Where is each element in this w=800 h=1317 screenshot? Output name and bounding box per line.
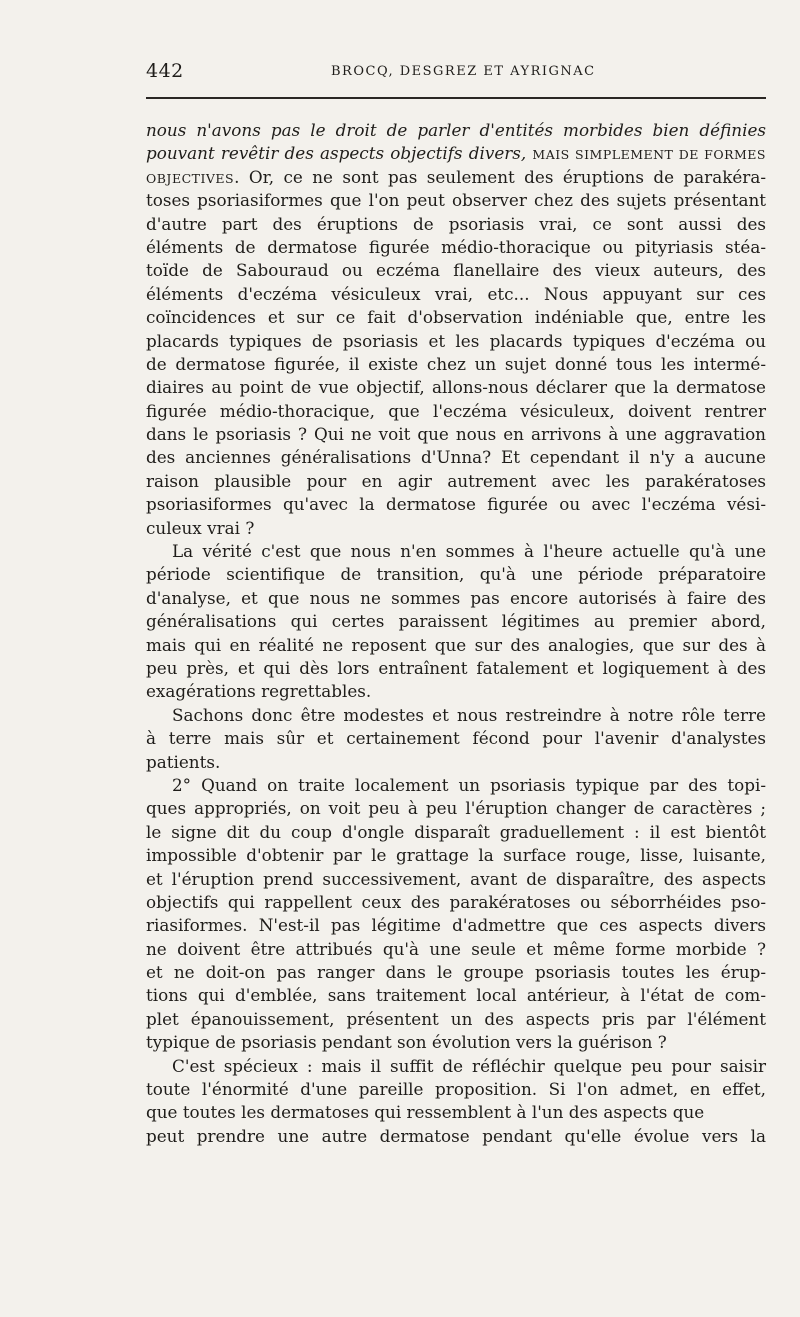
text-segment: OBJECTIVES [146,170,235,186]
text-line [146,470,766,493]
text-segment: patients. [146,751,221,772]
text-line [146,587,766,610]
text-line [146,774,766,797]
text-segment: objectifs qui rappellent ceux des parakératoses ou séborrhéides pso- [146,891,766,912]
text-segment: psoriasiformes qu'avec la dermatose figurée ou avec l'eczéma vési- [146,494,766,515]
text-segment: C'est spécieux : mais il suffit de réfléchir quelque peu pour saisir [172,1055,766,1076]
text-line [146,283,766,306]
text-line [146,119,766,142]
text-line [146,236,766,259]
page-number: 442 [146,60,184,82]
text-line [146,400,766,423]
text-segment: et ne doit-on pas ranger dans le groupe psoriasis toutes les érup- [146,962,766,983]
text-segment: typique de psoriasis pendant son évolution vers la guérison ? [146,1032,667,1053]
header-rule [146,97,766,99]
text-line [146,844,766,867]
text-line [146,1125,766,1148]
text-segment: dans le psoriasis ? Qui ne voit que nous en arrivons à une aggravation [146,424,766,445]
text-line [146,353,766,376]
text-segment: coïncidences et sur ce fait d'observation indéniable que, entre les [146,307,766,328]
text-line [146,634,766,657]
text-line [146,142,766,165]
header-authors: BROCQ, DESGREZ ET AYRIGNAC [331,64,596,79]
text-segment: période scientifique de transition, qu'à une période préparatoire [146,564,766,585]
text-line [146,727,766,750]
text-line [146,259,766,282]
text-segment: riasiformes. N'est-il pas légitime d'admettre que ces aspects divers [146,915,766,936]
text-line [146,517,766,540]
text-segment: . Or, ce ne sont pas seulement des éruptions de parakéra- [234,166,766,187]
text-segment: à terre mais sûr et certainement fécond pour l'avenir d'analystes [146,728,766,749]
text-segment: toïde de Sabouraud ou eczéma flanellaire des vieux auteurs, des [146,260,766,281]
text-segment: d'analyse, et que nous ne sommes pas encore autorisés à faire des [146,587,766,608]
text-segment: placards typiques de psoriasis et les placards typiques d'eczéma ou [146,330,766,351]
text-line [146,493,766,516]
text-segment: nous n'avons pas le droit de parler d'entités morbides bien définies [146,120,766,140]
text-segment: ques appropriés, on voit peu à peu l'éruption changer de caractères ; [146,798,766,819]
page-body [146,119,766,1148]
text-line [146,213,766,236]
text-line [146,680,766,703]
text-line [146,306,766,329]
text-segment: éléments d'eczéma vésiculeux vrai, etc... Nous appuyant sur ces [146,283,766,304]
text-segment: culeux vrai ? [146,517,255,538]
text-line [146,984,766,1007]
text-segment: toute l'énormité d'une pareille proposition. Si l'on admet, en effet, [146,1079,766,1100]
text-segment: diaires au point de vue objectif, allons-nous déclarer que la dermatose [146,377,766,398]
text-line [146,891,766,914]
text-segment: éléments de dermatose figurée médio-thoracique ou pityriasis stéa- [146,236,766,257]
text-segment: pouvant revêtir des aspects objectifs divers, [146,143,533,164]
text-line [146,1078,766,1101]
text-line [146,610,766,633]
text-segment: ne doivent être attribués qu'à une seule et même forme morbide ? [146,938,766,959]
text-line [146,797,766,820]
text-segment: des anciennes généralisations d'Unna? Et cependant il n'y a aucune [146,447,766,468]
text-line [146,914,766,937]
text-line [146,868,766,891]
text-segment: Sachons donc être modestes et nous restreindre à notre rôle terre [172,704,766,725]
text-line [146,330,766,353]
text-line [146,376,766,399]
text-line [146,938,766,961]
text-segment: d'autre part des éruptions de psoriasis vrai, ce sont aussi des [146,213,766,234]
text-segment: généralisations qui certes paraissent légitimes au premier abord, [146,611,766,632]
text-segment: et l'éruption prend successivement, avant de disparaître, des aspects [146,868,766,889]
text-segment: peu près, et qui dès lors entraînent fatalement et logiquement à des [146,657,766,678]
text-line [146,540,766,563]
text-segment: MAIS SIMPLEMENT DE FORMES [532,147,766,163]
text-segment: figurée médio-thoracique, que l'eczéma vésiculeux, doivent rentrer [146,400,766,421]
text-line [146,704,766,727]
text-line [146,189,766,212]
text-segment: 2° Quand on traite localement un psoriasis typique par des topi- [172,774,766,795]
text-segment: de dermatose figurée, il existe chez un sujet donné tous les intermé- [146,353,766,374]
text-line [146,657,766,680]
text-line [146,563,766,586]
text-segment: mais qui en réalité ne reposent que sur des analogies, que sur des à [146,634,766,655]
text-line [146,821,766,844]
text-segment: que toutes les dermatoses qui ressemblent à l'un des aspects que [146,1102,705,1123]
text-segment: peut prendre une autre dermatose pendant qu'elle évolue vers la [146,1125,766,1146]
text-line [146,1008,766,1031]
text-line [146,1101,766,1124]
running-head [146,58,766,88]
text-line [146,1031,766,1054]
text-segment: toses psoriasiformes que l'on peut observer chez des sujets présentant [146,190,766,211]
text-segment: plet épanouissement, présentent un des aspects pris par l'élément [146,1008,766,1029]
text-segment: impossible d'obtenir par le grattage la surface rouge, lisse, luisante, [146,845,766,866]
text-line [146,166,766,189]
text-line [146,446,766,469]
text-line [146,423,766,446]
text-line [146,751,766,774]
text-segment: le signe dit du coup d'ongle disparaît graduellement : il est bientôt [146,821,766,842]
text-segment: tions qui d'emblée, sans traitement local antérieur, à l'état de com- [146,985,766,1006]
text-segment: raison plausible pour en agir autrement avec les parakératoses [146,470,766,491]
text-line [146,1055,766,1078]
text-line [146,961,766,984]
text-segment: La vérité c'est que nous n'en sommes à l'heure actuelle qu'à une [172,541,766,562]
text-segment: exagérations regrettables. [146,681,372,702]
